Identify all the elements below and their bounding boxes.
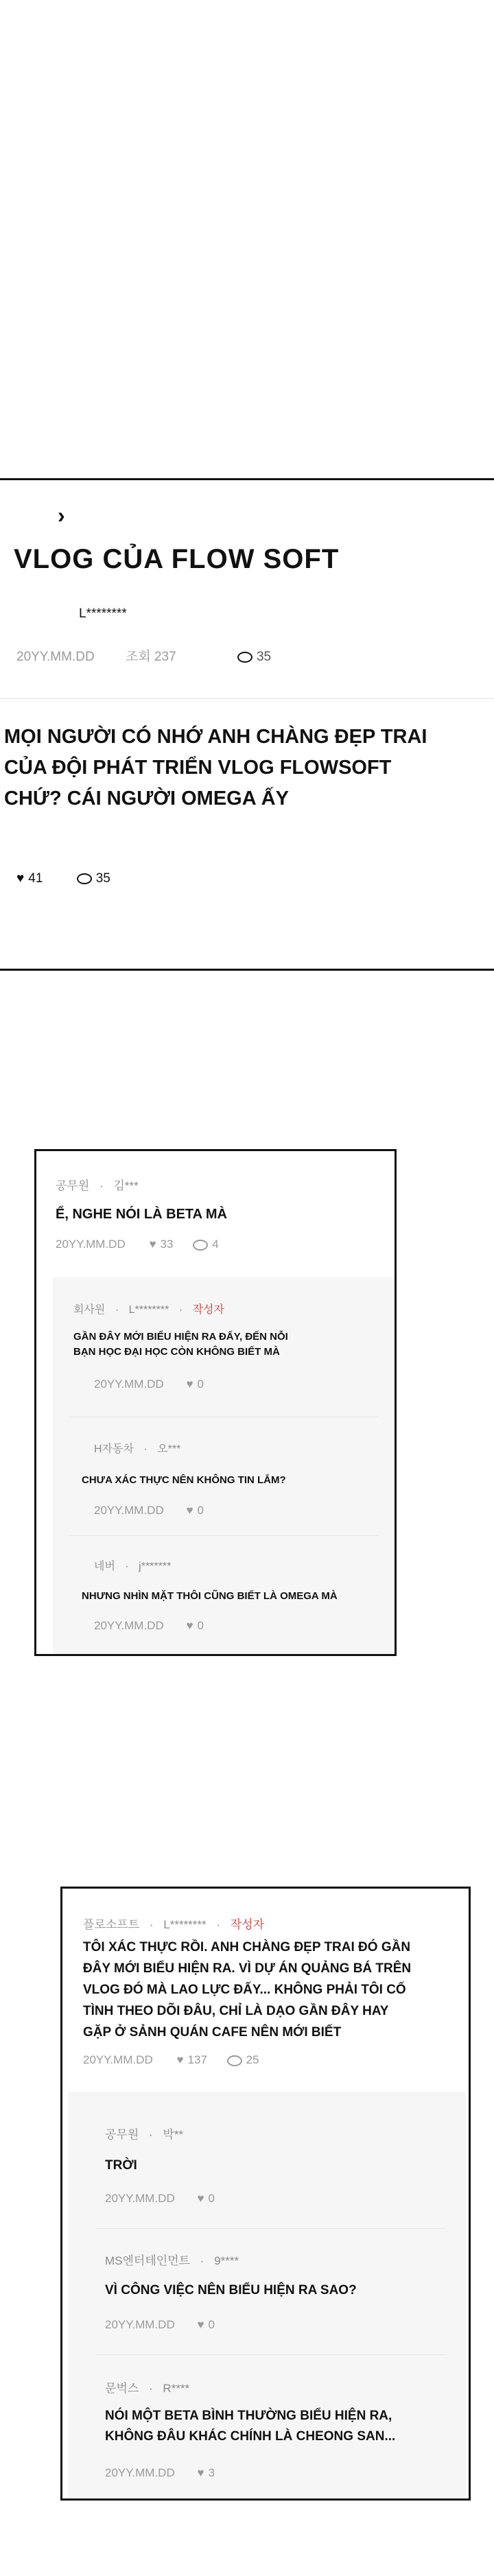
comment-like-count: 137 — [187, 2053, 207, 2066]
reply-text-line: BẠN HỌC ĐẠI HỌC CÒN KHÔNG BIẾT MÀ — [73, 1345, 280, 1358]
like-button[interactable] — [16, 871, 47, 886]
post-meta — [16, 646, 271, 665]
comment-text — [83, 1937, 411, 2043]
reply-date: 20YY.MM.DD — [105, 2466, 175, 2479]
separator-dot: · — [125, 1561, 129, 1572]
reply-text-line: CHƯA XÁC THỰC NÊN KHÔNG TIN LẮM? — [82, 1474, 286, 1486]
post-body-line: MỌI NGƯỜI CÓ NHỚ ANH CHÀNG ĐẸP TRAI — [4, 726, 427, 748]
reply-user[interactable]: 9**** — [214, 2254, 239, 2267]
reply-group: 네버 — [94, 1561, 115, 1572]
comment-text-line: TÔI XÁC THỰC RỒI. ANH CHÀNG ĐẸP TRAI ĐÓ GẦN — [83, 1940, 411, 1954]
reply-header — [73, 1301, 224, 1316]
reply-count: 25 — [246, 2053, 259, 2066]
reply-like-count: 0 — [197, 1378, 204, 1391]
reply-list — [68, 2092, 466, 2498]
reply-like-count: 0 — [197, 1504, 204, 1517]
comment-like-button[interactable] — [176, 2053, 207, 2066]
reply-date: 20YY.MM.DD — [94, 1504, 164, 1517]
reply-like-button[interactable] — [197, 2466, 215, 2479]
reply-meta — [94, 1504, 204, 1517]
reply-group: 회사원 — [73, 1304, 106, 1316]
reply-meta — [105, 2192, 215, 2206]
comment-text-line: TÌNH THEO DÕI ĐÂU, CHỈ LÀ DẠO GẦN ĐÂY HAY — [83, 2004, 389, 2018]
comment-user[interactable]: 김*** — [113, 1179, 139, 1192]
reply-like-button[interactable] — [186, 1619, 204, 1632]
author-tag: 작성자 — [192, 1304, 224, 1316]
comment-user[interactable]: L******** — [163, 1918, 207, 1931]
post-body — [4, 722, 427, 814]
post-author[interactable]: L******** — [79, 606, 127, 621]
reply-group: 문벅스 — [105, 2382, 139, 2395]
reply-text — [105, 2281, 357, 2300]
comment-count: 35 — [95, 871, 110, 886]
heart-icon: ♥ — [186, 1619, 193, 1632]
reply-date: 20YY.MM.DD — [105, 2192, 175, 2205]
reply-user[interactable]: L******** — [128, 1304, 169, 1316]
reply-like-button[interactable] — [197, 2318, 215, 2331]
reply-like-button[interactable] — [186, 1504, 204, 1517]
reply-user[interactable]: j******* — [139, 1561, 172, 1572]
reply-text — [82, 1473, 286, 1488]
reply-text — [82, 1589, 338, 1604]
comment-thread-1 — [34, 1149, 397, 1656]
like-count: 41 — [28, 871, 43, 886]
reply-meta — [94, 1378, 204, 1391]
heart-icon: ♥ — [176, 2053, 184, 2066]
comment-icon — [237, 652, 252, 663]
back-chevron-icon[interactable]: › — [58, 503, 65, 528]
views-label: 조회 — [125, 650, 151, 664]
reply-text-line: GẦN ĐÂY MỚI BIỂU HIỆN RA ĐẤY, ĐẾN NỖI — [73, 1331, 288, 1343]
comment-text-line: GẶP Ở SẢNH QUÁN CAFE NÊN MỚI BIẾT — [83, 2025, 342, 2040]
reply-count: 4 — [212, 1238, 219, 1251]
comment-like-button[interactable] — [149, 1238, 173, 1251]
reply-user[interactable]: 오*** — [157, 1443, 181, 1455]
reply-text-line: NÓI MỘT BETA BÌNH THƯỜNG BIỂU HIỆN RA, — [105, 2409, 392, 2423]
separator-dot: · — [115, 1304, 119, 1316]
comment-date: 20YY.MM.DD — [56, 1238, 126, 1251]
reply-user[interactable]: R**** — [163, 2382, 190, 2395]
reply-text-line: KHÔNG ĐÂU KHÁC CHÍNH LÀ CHEONG SAN... — [105, 2429, 396, 2444]
reply-text — [105, 2156, 137, 2175]
views-count: 237 — [154, 650, 176, 664]
heart-icon: ♥ — [197, 2318, 204, 2331]
reply-date: 20YY.MM.DD — [105, 2318, 175, 2331]
heart-icon: ♥ — [186, 1378, 193, 1391]
reply-meta — [105, 2466, 215, 2480]
reply-divider — [69, 1535, 378, 1536]
comment-icon — [77, 873, 92, 884]
reply-date: 20YY.MM.DD — [94, 1378, 164, 1391]
post-body-line: CỦA ĐỘI PHÁT TRIỂN VLOG FLOWSOFT — [4, 757, 392, 779]
comment-group: 플로소프트 — [83, 1918, 140, 1931]
post-body-line: CHỨ? CÁI NGƯỜI OMEGA ẤY — [4, 788, 289, 810]
reply-like-count: 0 — [208, 2318, 215, 2331]
comment-text-line: ĐÂY MỚI BIỂU HIỆN RA. VÌ DỰ ÁN QUẢNG BÁ TRÊN — [83, 1961, 412, 1976]
author-tag: 작성자 — [230, 1918, 265, 1931]
reply-icon — [193, 1240, 208, 1251]
comment-header — [83, 1915, 264, 1932]
reply-text-line: NHƯNG NHÌN MẶT THÔI CŨNG BIẾT LÀ OMEGA MÀ — [82, 1590, 338, 1602]
reply-text-line: VÌ CÔNG VIỆC NÊN BIỂU HIỆN RA SAO? — [105, 2283, 357, 2297]
post-actions — [16, 871, 110, 886]
separator-dot: · — [149, 2128, 153, 2141]
reply-like-button[interactable] — [197, 2192, 215, 2205]
reply-like-button[interactable] — [186, 1378, 204, 1391]
separator-dot: · — [200, 2254, 204, 2267]
reply-text-line: TRỜI — [105, 2158, 137, 2173]
reply-meta — [94, 1619, 204, 1633]
reply-header — [94, 1557, 171, 1573]
bottom-divider — [0, 969, 494, 971]
meta-divider — [0, 698, 494, 699]
reply-group: 공무원 — [105, 2128, 139, 2141]
reply-meta — [105, 2318, 215, 2332]
reply-text — [73, 1330, 288, 1360]
reply-header — [105, 2251, 239, 2268]
separator-dot: · — [178, 1304, 183, 1316]
heart-icon: ♥ — [16, 871, 25, 886]
comment-header — [56, 1176, 139, 1193]
comment-text: Ể, NGHE NÓI LÀ BETA MÀ — [56, 1207, 227, 1222]
post-title: VLOG CỦA FLOW SOFT — [14, 544, 340, 574]
reply-list — [53, 1277, 395, 1654]
reply-like-count: 3 — [208, 2466, 215, 2479]
comment-meta — [83, 2053, 259, 2067]
comment-meta — [56, 1238, 219, 1251]
heart-icon: ♥ — [186, 1504, 193, 1517]
reply-group: H자동차 — [94, 1443, 134, 1455]
reply-date: 20YY.MM.DD — [94, 1619, 164, 1632]
reply-group: MS엔터테인먼트 — [105, 2254, 191, 2267]
comment-button[interactable] — [77, 871, 110, 886]
reply-header — [105, 2125, 183, 2142]
reply-user[interactable]: 박** — [163, 2128, 184, 2141]
post-date: 20YY.MM.DD — [16, 650, 95, 664]
reply-text — [105, 2406, 395, 2447]
separator-dot: · — [149, 1918, 154, 1931]
reply-divider — [95, 2228, 445, 2229]
heart-icon: ♥ — [149, 1238, 156, 1251]
comment-date: 20YY.MM.DD — [83, 2053, 153, 2066]
separator-dot: · — [143, 1443, 148, 1455]
reply-divider — [95, 2354, 445, 2355]
post-comment-count: 35 — [256, 650, 272, 664]
separator-dot: · — [216, 1918, 221, 1931]
heart-icon: ♥ — [197, 2192, 204, 2205]
comment-reply-button[interactable] — [227, 2053, 259, 2066]
comment-reply-button[interactable] — [193, 1238, 218, 1251]
separator-dot: · — [149, 2382, 153, 2395]
comment-thread-2 — [60, 1887, 471, 2501]
reply-like-count: 0 — [197, 1619, 204, 1632]
reply-icon — [227, 2055, 242, 2066]
comment-group: 공무원 — [56, 1179, 90, 1192]
reply-like-count: 0 — [208, 2192, 215, 2205]
separator-dot: · — [99, 1179, 104, 1192]
reply-header — [105, 2378, 189, 2396]
heart-icon: ♥ — [197, 2466, 204, 2479]
comment-text-line: VLOG ĐÓ MÀ LAO LỰC ĐẤY... KHÔNG PHẢI TÔI CỐ — [83, 1983, 406, 1997]
reply-header — [94, 1440, 180, 1456]
comment-like-count: 33 — [160, 1238, 174, 1251]
top-divider — [0, 478, 494, 480]
